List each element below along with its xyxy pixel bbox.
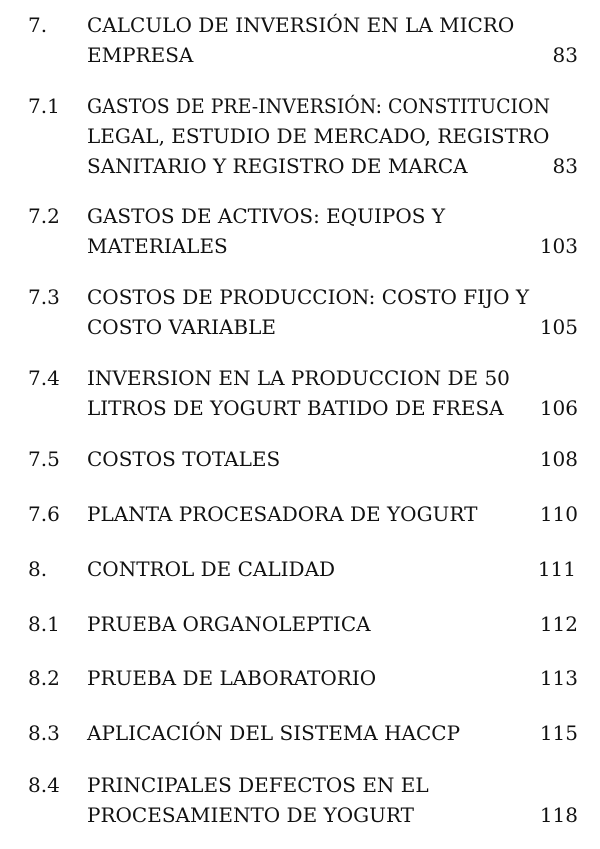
entry-page-number: 105 bbox=[539, 315, 578, 339]
entry-page-number: 83 bbox=[552, 43, 578, 67]
entry-title-line: PROCESAMIENTO DE YOGURT bbox=[87, 803, 415, 827]
entry-title-line: PLANTA PROCESADORA DE YOGURT bbox=[87, 502, 478, 526]
entry-title-line: COSTOS TOTALES bbox=[87, 447, 281, 471]
entry-title-line: PRUEBA DE LABORATORIO bbox=[87, 666, 377, 690]
entry-title-line: EMPRESA bbox=[87, 43, 194, 67]
entry-number: 8. bbox=[28, 557, 48, 581]
entry-number: 8.2 bbox=[28, 666, 60, 690]
entry-title-line: LITROS DE YOGURT BATIDO DE FRESA bbox=[87, 396, 504, 420]
entry-number: 7.1 bbox=[28, 94, 60, 118]
entry-number: 7.4 bbox=[28, 366, 60, 390]
entry-title-line: INVERSION EN LA PRODUCCION DE 50 bbox=[87, 366, 510, 390]
entry-number: 8.3 bbox=[28, 721, 60, 745]
entry-page-number: 106 bbox=[539, 396, 578, 420]
entry-title-line: CALCULO DE INVERSIÓN EN LA MICRO bbox=[87, 13, 515, 37]
entry-title-line: MATERIALES bbox=[87, 234, 228, 258]
entry-title-line: COSTO VARIABLE bbox=[87, 315, 277, 339]
entry-number: 7.2 bbox=[28, 204, 60, 228]
entry-title-line: LEGAL, ESTUDIO DE MERCADO, REGISTRO bbox=[87, 124, 550, 148]
entry-page-number: 112 bbox=[539, 612, 578, 636]
entry-page-number: 83 bbox=[552, 154, 578, 178]
entry-number: 7.6 bbox=[28, 502, 60, 526]
entry-page-number: 108 bbox=[539, 447, 578, 471]
entry-title-line: PRINCIPALES DEFECTOS EN EL bbox=[87, 773, 429, 797]
entry-page-number: 110 bbox=[539, 502, 578, 526]
entry-title-line: CONTROL DE CALIDAD bbox=[87, 557, 336, 581]
entry-page-number: 118 bbox=[539, 803, 578, 827]
entry-title-line: GASTOS DE PRE-INVERSIÓN: CONSTITUCION bbox=[87, 94, 551, 118]
entry-title-line: COSTOS DE PRODUCCION: COSTO FIJO Y bbox=[87, 285, 530, 309]
entry-number: 8.1 bbox=[28, 612, 60, 636]
entry-number: 7.5 bbox=[28, 447, 60, 471]
entry-page-number: 111 bbox=[537, 557, 576, 581]
entry-page-number: 103 bbox=[539, 234, 578, 258]
entry-title-line: GASTOS DE ACTIVOS: EQUIPOS Y bbox=[87, 204, 446, 228]
entry-page-number: 115 bbox=[539, 721, 578, 745]
entry-number: 7. bbox=[28, 13, 48, 37]
entry-number: 8.4 bbox=[28, 773, 60, 797]
entry-title-line: SANITARIO Y REGISTRO DE MARCA bbox=[87, 154, 468, 178]
entry-title-line: APLICACIÓN DEL SISTEMA HACCP bbox=[87, 721, 461, 745]
entry-page-number: 113 bbox=[539, 666, 578, 690]
entry-number: 7.3 bbox=[28, 285, 60, 309]
entry-title-line: PRUEBA ORGANOLEPTICA bbox=[87, 612, 371, 636]
